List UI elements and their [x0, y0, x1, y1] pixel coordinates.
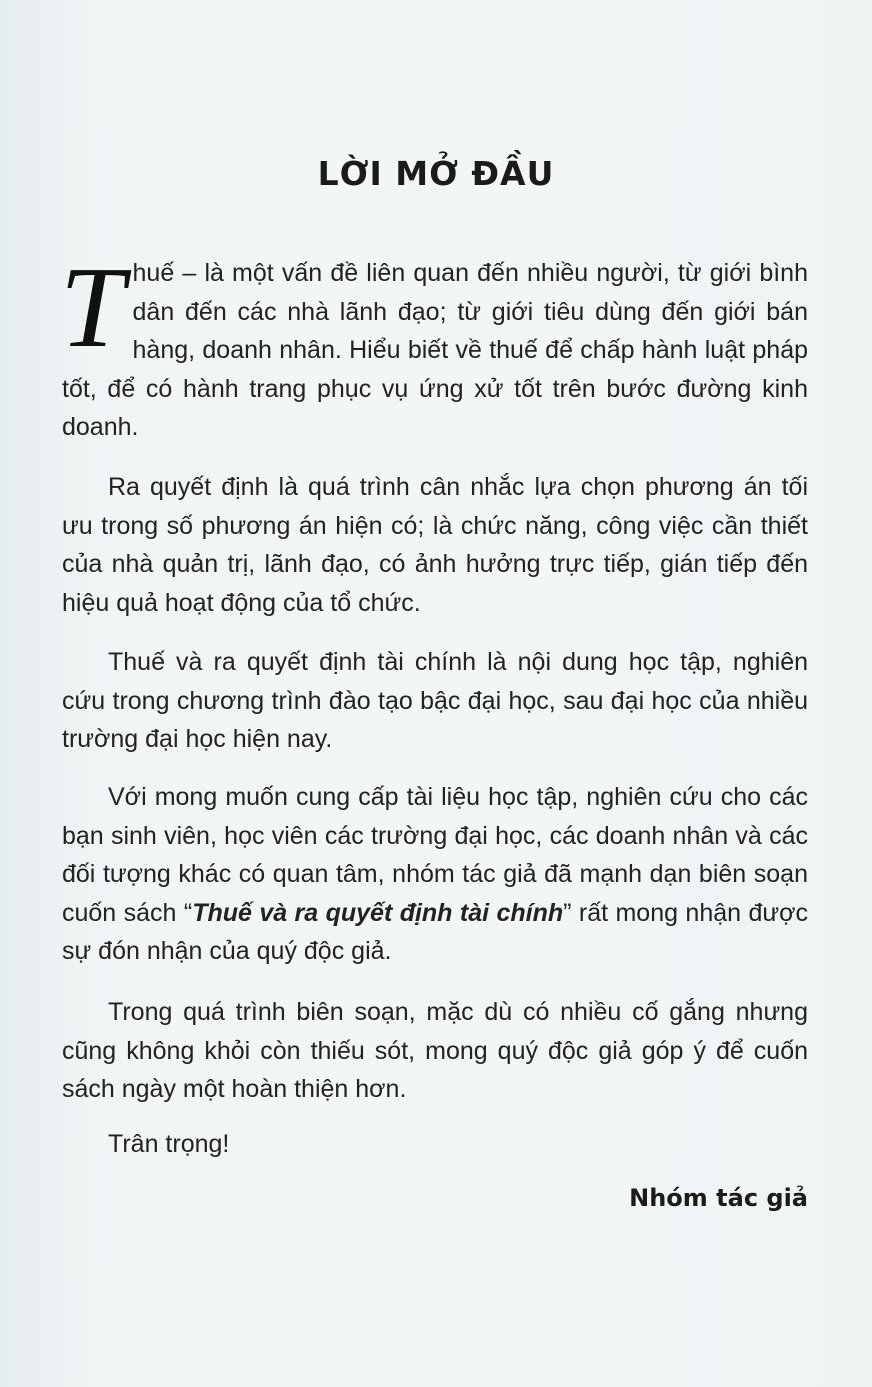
closing-line: Trân trọng!	[108, 1130, 230, 1158]
paragraph-purpose-after: ” rất mong nhận được sự đón nhận của quý độc giả.	[62, 898, 808, 965]
paragraph-intro	[60, 244, 808, 447]
book-title: Thuế và ra quyết định tài chính	[192, 898, 564, 927]
paragraph-purpose	[62, 778, 808, 971]
paragraph-curriculum: Thuế và ra quyết định tài chính là nội dung học tập, nghiên cứu trong chương trình đào tạo bậc đại học, sau đại học của nhiều trường đại học hiện nay.	[62, 648, 808, 753]
page-title: LỜI MỞ ĐẦU	[317, 154, 555, 193]
paragraph-purpose-before: Với mong muốn cung cấp tài liệu học tập, nghiên cứu cho các bạn sinh viên, học viên các trường đại học, các doanh nhân và các đối tượng khác có quan tâm, nhóm tác giả đã mạnh dạn biên soạn cuốn sách “	[62, 783, 808, 927]
paragraph-decision: Ra quyết định là quá trình cân nhắc lựa chọn phương án tối ưu trong số phương án hiện có; là chức năng, công việc cần thiết của nhà quản trị, lãnh đạo, có ảnh hưởng trực tiếp, gián tiếp đến hiệu quả hoạt động của tổ chức.	[62, 473, 808, 617]
paragraph-intro-text: huế – là một vấn đề liên quan đến nhiều người, từ giới bình dân đến các nhà lãnh đạo; từ giới tiêu dùng đến giới bán hàng, doanh nhân. Hiểu biết về thuế để chấp hành luật pháp tốt, để có hành trang phục vụ ứng xử tốt trên bước đường kinh doanh.	[62, 259, 808, 441]
paragraph-feedback: Trong quá trình biên soạn, mặc dù có nhiều cố gắng nhưng cũng không khỏi còn thiếu sót, mong quý độc giả góp ý để cuốn sách ngày một hoàn thiện hơn.	[62, 998, 808, 1103]
signature: Nhóm tác giả	[629, 1184, 808, 1212]
drop-cap: T	[60, 244, 125, 372]
